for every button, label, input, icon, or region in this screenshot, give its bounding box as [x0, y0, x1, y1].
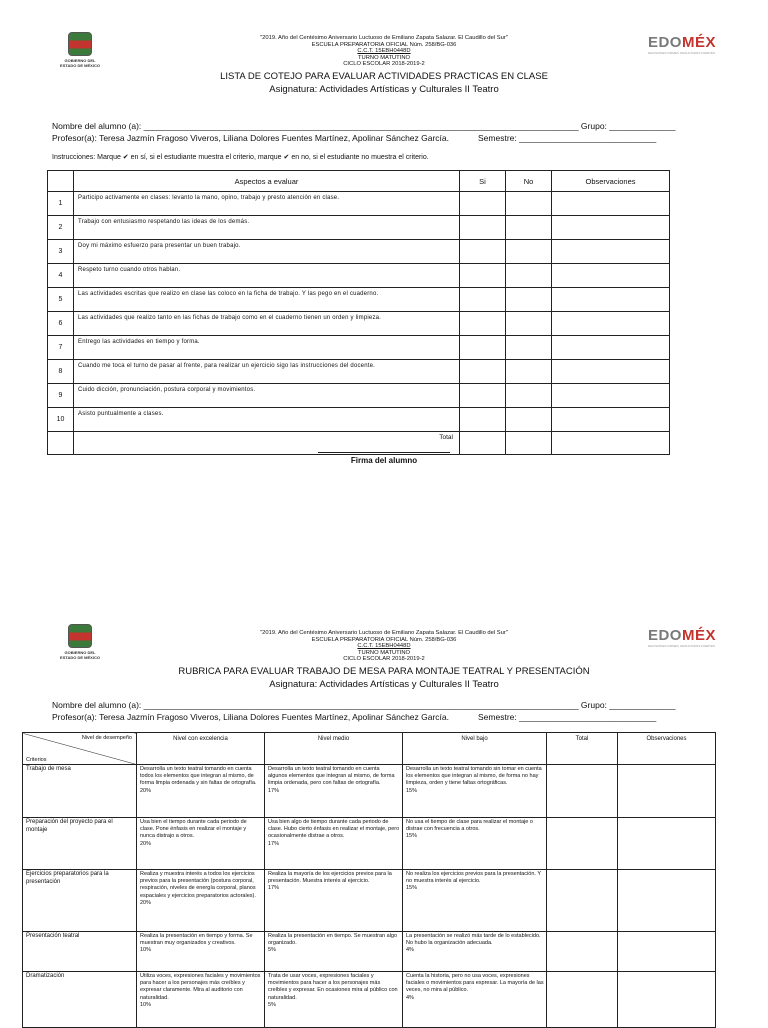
- page2-rows-4-high-pct: 10%: [140, 1001, 152, 1008]
- page2-rows-2-low-pct: 15%: [406, 885, 418, 892]
- observations-cell[interactable]: [552, 192, 670, 216]
- page1-items-5: Las actividades que realizo tanto en las fichas de trabajo como en el cuaderno tienen un orden y limpieza.: [74, 312, 460, 336]
- semester-field[interactable]: Semestre: _____________________________: [478, 712, 657, 722]
- page2-rows-2-mid: Realiza la mayoría de los ejercicios previos para la presentación. Muestra interés al ejercicio.: [268, 871, 392, 885]
- no-cell[interactable]: [506, 360, 552, 384]
- page2-rows-1-mid-pct: 17%: [268, 840, 280, 847]
- table-cell: 2: [48, 216, 74, 240]
- school-header: [0, 630, 768, 691]
- page2-rows-1-mid: Usa bien algo de tiempo durante cada periodo de clase. Hubo cierto énfasis en realizar el montaje, pero ocasionalmente distrae a otros.: [268, 819, 400, 840]
- table-row: [48, 288, 670, 312]
- page2-rows-0-low-pct: 15%: [406, 787, 418, 794]
- table-row: [48, 264, 670, 288]
- observations-cell[interactable]: [552, 288, 670, 312]
- column-header: Aspectos a evaluar: [74, 171, 460, 192]
- observations-cell[interactable]: [618, 765, 716, 818]
- header-line1: "2019. Año del Centésimo Aniversario Luctuoso de Emiliano Zapata Salazar. El Caudillo del Sur": [260, 35, 508, 41]
- table-cell: [137, 818, 265, 870]
- si-cell[interactable]: [460, 312, 506, 336]
- table-cell: 8: [48, 360, 74, 384]
- page2-rows-0-mid-pct: 17%: [268, 787, 280, 794]
- si-cell[interactable]: [460, 288, 506, 312]
- table-cell: [265, 870, 403, 932]
- page2-rows-4-criterion: Dramatización: [23, 972, 137, 1028]
- instructions: Instrucciones: Marque ✔ en sí, si el estudiante muestra el criterio, marque ✔ en no, si el estudiante no muestra el criterio.: [52, 154, 429, 161]
- si-cell[interactable]: [460, 360, 506, 384]
- page2-rows-4-high: Utiliza voces, expresiones faciales y movimientos para hacer a los personajes más creíbles y expresar claramente. Mira al auditorio con naturalidad.: [140, 973, 261, 1001]
- page2-rows-1-high: Usa bien el tiempo durante cada periodo de clase. Pone énfasis en realizar el montaje y nunca distrajo a otros.: [140, 819, 247, 840]
- page2-rows-1-high-pct: 20%: [140, 840, 152, 847]
- header-edomex-brand-1: MÉX: [681, 627, 716, 644]
- student-name-field[interactable]: Nombre del alumno (a): ____________________________________________________________________________________________ Grupo: ______________: [52, 121, 676, 131]
- table-cell: [403, 765, 547, 818]
- page2-rows-2-mid-pct: 17%: [268, 885, 280, 892]
- school-header: [0, 35, 768, 96]
- table-row: [48, 408, 670, 432]
- table-cell: [137, 765, 265, 818]
- observations-cell[interactable]: [552, 384, 670, 408]
- header-gov-logo-text-1: ESTADO DE MÉXICO: [60, 63, 100, 68]
- no-cell[interactable]: [506, 192, 552, 216]
- page1-items-3: Respeto turno cuando otros hablan.: [74, 264, 460, 288]
- teacher-line: Profesor(a): Teresa Jazmín Fragoso Viveros, Liliana Dolores Fuentes Martínez, Apolinar Sánchez García.: [52, 133, 450, 143]
- observations-cell[interactable]: [618, 870, 716, 932]
- total-cell[interactable]: [547, 765, 618, 818]
- si-cell[interactable]: [460, 216, 506, 240]
- observations-cell[interactable]: [618, 972, 716, 1028]
- observations-cell[interactable]: [552, 240, 670, 264]
- page2-rows-1-criterion: Preparación del proyecto para el montaje: [23, 818, 137, 870]
- column-header: Total: [547, 733, 618, 765]
- si-cell[interactable]: [460, 240, 506, 264]
- header-gov-logo-text-0: GOBIERNO DEL: [64, 650, 96, 655]
- page-title: RUBRICA PARA EVALUAR TRABAJO DE MESA PARA MONTAJE TEATRAL Y PRESENTACIÓN: [178, 665, 590, 677]
- page2-rows-3-mid: Realiza la presentación en tiempo. Se muestran algo organizado.: [268, 933, 398, 947]
- table-row: [23, 818, 716, 870]
- table-cell: [265, 972, 403, 1028]
- observations-cell[interactable]: [552, 264, 670, 288]
- page1-items-7: Cuando me toca el turno de pasar al frente, para realizar un ejercicio sigo las instrucciones del docente.: [74, 360, 460, 384]
- page1-items-9: Asisto puntualmente a clases.: [74, 408, 460, 432]
- si-cell[interactable]: [460, 192, 506, 216]
- total-cell[interactable]: [547, 870, 618, 932]
- table-cell: [265, 932, 403, 972]
- total-cell[interactable]: [547, 818, 618, 870]
- page2-rows-2-high-pct: 20%: [140, 899, 152, 906]
- table-row: [23, 932, 716, 972]
- table-cell: [403, 818, 547, 870]
- header-line2: ESCUELA PREPARATORIA OFICIAL Núm. 258/BG-036: [311, 636, 457, 643]
- table-row: [23, 870, 716, 932]
- page2-rows-4-mid-pct: 5%: [268, 1001, 276, 1008]
- observations-cell[interactable]: [552, 216, 670, 240]
- header-line4: TURNO MATUTINO: [357, 54, 411, 61]
- header-edomex-brand-0: EDO: [647, 34, 682, 51]
- rubric-page: [0, 590, 768, 1024]
- si-cell[interactable]: [460, 408, 506, 432]
- page1-items-2: Doy mi máximo esfuerzo para presentar un buen trabajo.: [74, 240, 460, 264]
- no-cell[interactable]: [506, 336, 552, 360]
- signature-label: Firma del alumno: [350, 456, 418, 465]
- header-line3: C.C.T. 15EBH0448D: [357, 48, 411, 54]
- observations-cell[interactable]: [552, 336, 670, 360]
- table-row: [48, 360, 670, 384]
- page1-items-1: Trabajo con entusiasmo respetando las ideas de los demás.: [74, 216, 460, 240]
- page2-rows-3-low-pct: 4%: [406, 947, 414, 954]
- page2-rows-2-low: No realiza los ejercicios previos para la presentación. Y no muestra interés al ejercicio.: [406, 871, 541, 885]
- teacher-line: Profesor(a): Teresa Jazmín Fragoso Viveros, Liliana Dolores Fuentes Martínez, Apolinar Sánchez García.: [52, 712, 450, 722]
- page2-rows-0-mid: Desarrolla un texto teatral tomando en cuenta algunos elementos que integran al mismo, de forma limpia ordenada, pero con faltas de ortografía.: [268, 766, 395, 787]
- page2-rows-1-low: No usa el tiempo de clase para realizar el montaje o distrae con frecuencia a otros.: [406, 819, 533, 833]
- subject-label: Asignatura: Actividades Artísticas y Culturales II Teatro: [269, 678, 499, 690]
- table-row: [48, 171, 670, 192]
- table-cell: [265, 818, 403, 870]
- page2-rows-0-criterion: Trabajo de mesa: [23, 765, 137, 818]
- si-cell[interactable]: [460, 384, 506, 408]
- rubric-table: [22, 732, 716, 1028]
- header-line5: CICLO ESCOLAR 2018-2019-2: [343, 656, 425, 662]
- table-cell: [403, 972, 547, 1028]
- no-cell[interactable]: [506, 408, 552, 432]
- page2-rows-0-high: Desarrolla un texto teatral tomando en cuenta todos los elementos que integran al mismo, de forma limpia ordenada y sin faltas de ortografía.: [140, 766, 257, 787]
- table-cell: [48, 432, 74, 455]
- header-edomex-brand-0: EDO: [647, 627, 682, 644]
- table-cell: [137, 972, 265, 1028]
- column-header: Observaciones: [552, 171, 670, 192]
- table-cell: 10: [48, 408, 74, 432]
- page1-items-4: Las actividades escritas que realizo en clase las coloco en la ficha de trabajo. Y las pego en el cuaderno.: [74, 288, 460, 312]
- page2-rows-0-high-pct: 20%: [140, 787, 152, 794]
- table-row: [48, 192, 670, 216]
- table-cell: [137, 870, 265, 932]
- si-cell[interactable]: [460, 336, 506, 360]
- page1-items-6: Entrego las actividades en tiempo y forma.: [74, 336, 460, 360]
- total-label: Total: [74, 432, 460, 455]
- page2-rows-3-high-pct: 10%: [140, 947, 152, 954]
- student-name-field[interactable]: Nombre del alumno (a): ____________________________________________________________________________________________ Grupo: ______________: [52, 700, 676, 710]
- header-gov-logo-text-1: ESTADO DE MÉXICO: [60, 655, 100, 660]
- table-cell[interactable]: [460, 432, 506, 455]
- page-title: LISTA DE COTEJO PARA EVALUAR ACTIVIDADES PRACTICAS EN CLASE: [220, 70, 548, 82]
- table-row: [48, 336, 670, 360]
- column-header: Observaciones: [618, 733, 716, 765]
- table-cell: 6: [48, 312, 74, 336]
- criteria-corner-cell: [23, 733, 137, 765]
- table-row: [48, 384, 670, 408]
- page2-rows-4-mid: Trata de usar voces, expresiones faciales y movimientos para hacer a los personajes más creíbles y expresar. En ocasiones mira al público con naturalidad.: [268, 973, 398, 1001]
- table-cell[interactable]: [552, 432, 670, 455]
- table-cell: [48, 171, 74, 192]
- subject-label: Asignatura: Actividades Artísticas y Culturales II Teatro: [269, 83, 499, 95]
- si-cell[interactable]: [460, 264, 506, 288]
- semester-field[interactable]: Semestre: _____________________________: [478, 133, 657, 143]
- header-edomex-tagline: DECISIONES FIRMES, RESULTADOS FUERTES: [647, 644, 715, 648]
- table-cell: [403, 870, 547, 932]
- page2-rows-3-high: Realiza la presentación en tiempo y forma. Se muestran muy organizados y creativos.: [140, 933, 253, 947]
- header-line1: "2019. Año del Centésimo Aniversario Luctuoso de Emiliano Zapata Salazar. El Caudillo del Sur": [260, 630, 508, 636]
- table-cell[interactable]: [506, 432, 552, 455]
- no-cell[interactable]: [506, 384, 552, 408]
- header-line3: C.C.T. 15EBH0448D: [357, 643, 411, 649]
- page2-rows-4-low: Cuenta la historia, pero no usa voces, expresiones faciales o movimientos para expresar. La mayoría de las veces, no mira al público.: [406, 973, 544, 994]
- table-row: [23, 765, 716, 818]
- observations-cell[interactable]: [552, 360, 670, 384]
- page2-rows-1-low-pct: 15%: [406, 833, 418, 840]
- page1-items-8: Cuido dicción, pronunciación, postura corporal y movimientos.: [74, 384, 460, 408]
- no-cell[interactable]: [506, 288, 552, 312]
- table-cell: 3: [48, 240, 74, 264]
- no-cell[interactable]: [506, 264, 552, 288]
- checklist-table: [47, 170, 670, 455]
- page2-corner-bottom: Criterios: [26, 757, 47, 763]
- page1-items-0: Participo activamente en clases: levanto la mano, opino, trabajo y presto atención en clase.: [74, 192, 460, 216]
- header-line4: TURNO MATUTINO: [357, 649, 411, 656]
- page2-rows-3-low: La presentación se realizó más tarde de lo establecido. No hubo la organización adecuada.: [406, 933, 541, 947]
- header-edomex-brand-1: MÉX: [681, 34, 716, 51]
- header-gov-logo-text-0: GOBIERNO DEL: [64, 58, 96, 63]
- table-cell: 7: [48, 336, 74, 360]
- observations-cell[interactable]: [552, 312, 670, 336]
- page2-corner-top: Nivel de desempeño: [81, 735, 132, 741]
- total-cell[interactable]: [547, 972, 618, 1028]
- table-row: [48, 240, 670, 264]
- column-header: Nivel medio: [265, 733, 403, 765]
- table-cell: 4: [48, 264, 74, 288]
- table-cell: 5: [48, 288, 74, 312]
- total-cell[interactable]: [547, 932, 618, 972]
- header-edomex-tagline: DECISIONES FIRMES, RESULTADOS FUERTES: [647, 51, 715, 55]
- header-line5: CICLO ESCOLAR 2018-2019-2: [343, 61, 425, 67]
- no-cell[interactable]: [506, 216, 552, 240]
- page2-rows-4-low-pct: 4%: [406, 994, 414, 1001]
- table-row: [23, 733, 716, 765]
- column-header: Nivel con excelencia: [137, 733, 265, 765]
- table-cell: [403, 932, 547, 972]
- table-cell: [137, 932, 265, 972]
- table-row: [23, 972, 716, 1028]
- column-header: No: [506, 171, 552, 192]
- page2-rows-3-criterion: Presentación teatral: [23, 932, 137, 972]
- table-cell: [265, 765, 403, 818]
- observations-cell[interactable]: [618, 818, 716, 870]
- header-line2: ESCUELA PREPARATORIA OFICIAL Núm. 258/BG-036: [311, 41, 457, 48]
- observations-cell[interactable]: [618, 932, 716, 972]
- signature-line[interactable]: [318, 452, 450, 453]
- no-cell[interactable]: [506, 240, 552, 264]
- no-cell[interactable]: [506, 312, 552, 336]
- page2-rows-2-criterion: Ejercicios preparatorios para la presentación: [23, 870, 137, 932]
- page2-rows-0-low: Desarrolla un texto teatral tomando sin tomar en cuenta los elementos que integran al mismo, de forma no hay limpieza, orden y tiene faltas ortográficas.: [406, 766, 542, 787]
- table-cell: 1: [48, 192, 74, 216]
- page2-rows-2-high: Realiza y muestra interés a todos los ejercicios previos para la presentación (postura corporal, respiración, niveles de energía corporal, planos espaciales y ejercicios preparatorios actorales).: [140, 871, 256, 899]
- column-header: Nivel bajo: [403, 733, 547, 765]
- observations-cell[interactable]: [552, 408, 670, 432]
- table-row: [48, 312, 670, 336]
- table-cell: 9: [48, 384, 74, 408]
- column-header: Si: [460, 171, 506, 192]
- table-row: [48, 216, 670, 240]
- page2-rows-3-mid-pct: 5%: [268, 947, 276, 954]
